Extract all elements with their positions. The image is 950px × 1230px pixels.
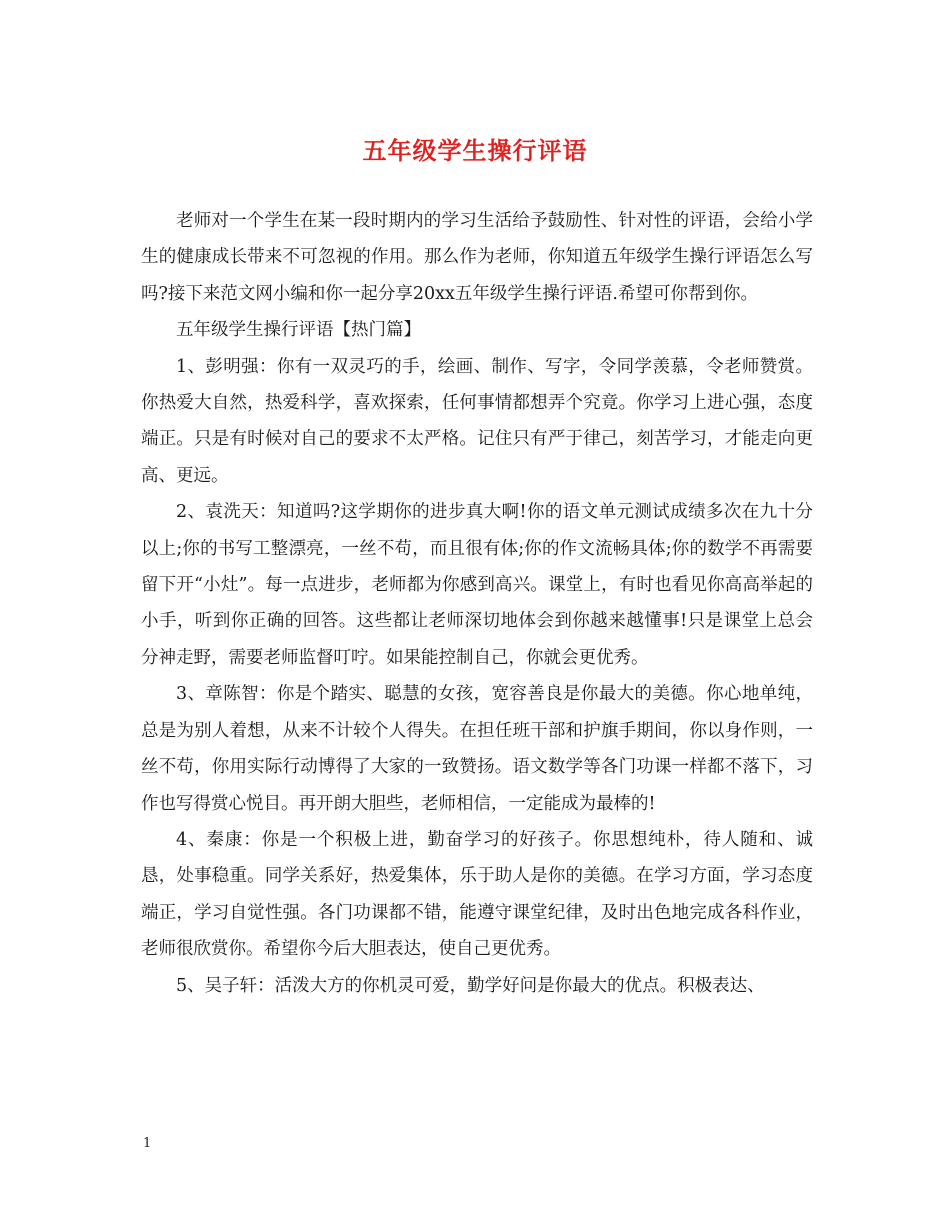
intro-paragraph: 老师对一个学生在某一段时期内的学习生活给予鼓励性、针对性的评语，会给小学生的健康成长带来不可忽视的作用。那么作为老师，你知道五年级学生操行评语怎么写吗?接下来范文网小编和你一起分享20xx五年级学生操行评语.希望可你帮到你。 xyxy=(141,211,813,304)
comment-paragraph-5: 5、吴子轩：活泼大方的你机灵可爱，勤学好问是你最大的优点。积极表达、 xyxy=(176,975,765,996)
page-number: 1 xyxy=(143,1136,152,1151)
comment-paragraph-2: 2、袁洗天：知道吗?这学期你的进步真大啊!你的语文单元测试成绩多次在九十分以上;你的书写工整漂亮，一丝不苟，而且很有体;你的作文流畅具体;你的数学不再需要留下开“小灶”。每一点进步，老师都为你感到高兴。课堂上，有时也看见你高高举起的小手，听到你正确的回答。这些都让老师深切地体会到你越来越懂事!只是课堂上总会分神走野，需要老师监督叮咛。如果能控制自己，你就会更优秀。 xyxy=(141,502,813,668)
document-body xyxy=(141,203,813,1004)
comment-paragraph-1: 1、彭明强：你有一双灵巧的手，绘画、制作、写字，令同学羡慕，令老师赞赏。你热爱大自然，热爱科学，喜欢探索，任何事情都想弄个究竟。你学习上进心强，态度端正。只是有时候对自己的要求不太严格。记住只有严于律己，刻苦学习，才能走向更高、更远。 xyxy=(141,356,813,486)
section-heading: 五年级学生操行评语【热门篇】 xyxy=(176,320,421,341)
document-title: 五年级学生操行评语 xyxy=(362,136,588,165)
comment-paragraph-3: 3、章陈智：你是个踏实、聪慧的女孩，宽容善良是你最大的美德。你心地单纯，总是为别人着想，从来不计较个人得失。在担任班干部和护旗手期间，你以身作则，一丝不苟，你用实际行动博得了大家的一致赞扬。语文数学等各门功课一样都不落下，习作也写得赏心悦目。再开朗大胆些，老师相信，一定能成为最棒的! xyxy=(141,684,813,814)
comment-paragraph-4: 4、秦康：你是一个积极上进，勤奋学习的好孩子。你思想纯朴，待人随和、诚恳，处事稳重。同学关系好，热爱集体，乐于助人是你的美德。在学习方面，学习态度端正，学习自觉性强。各门功课都不错，能遵守课堂纪律，及时出色地完成各科作业，老师很欣赏你。希望你今后大胆表达，使自己更优秀。 xyxy=(141,829,813,960)
